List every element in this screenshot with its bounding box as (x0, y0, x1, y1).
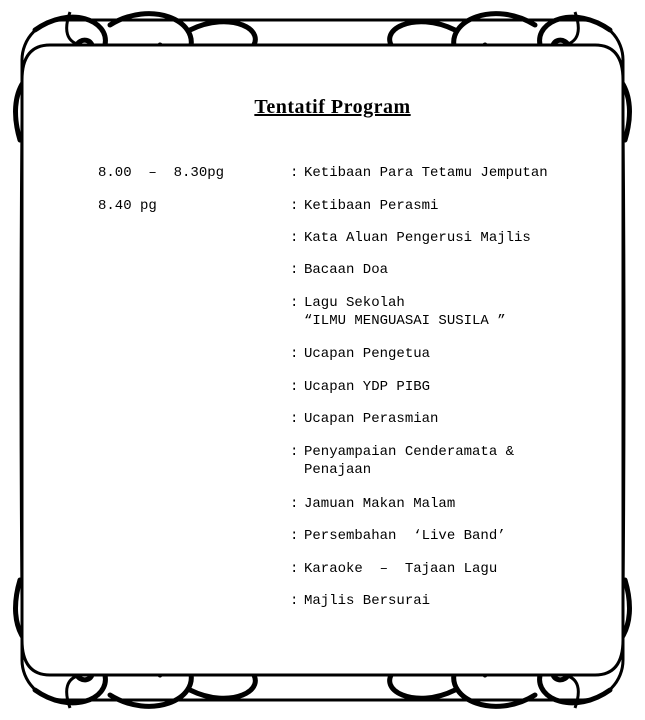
program-separator: : (290, 593, 299, 609)
program-event: Penyampaian Cenderamata & Penajaan (304, 444, 515, 478)
program-event: Ucapan Perasmian (304, 411, 439, 427)
program-separator: : (290, 411, 299, 427)
program-event: Kata Aluan Pengerusi Majlis (304, 230, 531, 246)
program-time: 8.00 – 8.30pg (98, 165, 225, 181)
program-separator: : (290, 444, 299, 460)
program-separator: : (290, 295, 299, 311)
program-time: 8.40 pg (98, 198, 157, 214)
program-event: Ketibaan Para Tetamu Jemputan (304, 165, 548, 181)
program-separator: : (290, 379, 299, 395)
program-separator: : (290, 528, 299, 544)
program-event: Ketibaan Perasmi (304, 198, 439, 214)
program-separator: : (290, 198, 299, 214)
program-event: Karaoke – Tajaan Lagu (304, 561, 498, 577)
program-separator: : (290, 561, 299, 577)
program-separator: : (290, 496, 299, 512)
program-event: Ucapan Pengetua (304, 346, 431, 362)
program-separator: : (290, 262, 299, 278)
program-event: Lagu Sekolah “ILMU MENGUASAI SUSILA ” (304, 295, 506, 329)
program-event: Bacaan Doa (304, 262, 389, 278)
program-event: Majlis Bersurai (304, 593, 431, 609)
program-event: Jamuan Makan Malam (304, 496, 456, 512)
program-separator: : (290, 230, 299, 246)
program-event: Persembahan ‘Live Band’ (304, 528, 506, 544)
program-separator: : (290, 165, 299, 181)
program-event: Ucapan YDP PIBG (304, 379, 431, 395)
program-separator: : (290, 346, 299, 362)
page-title: Tentatif Program (254, 96, 411, 118)
